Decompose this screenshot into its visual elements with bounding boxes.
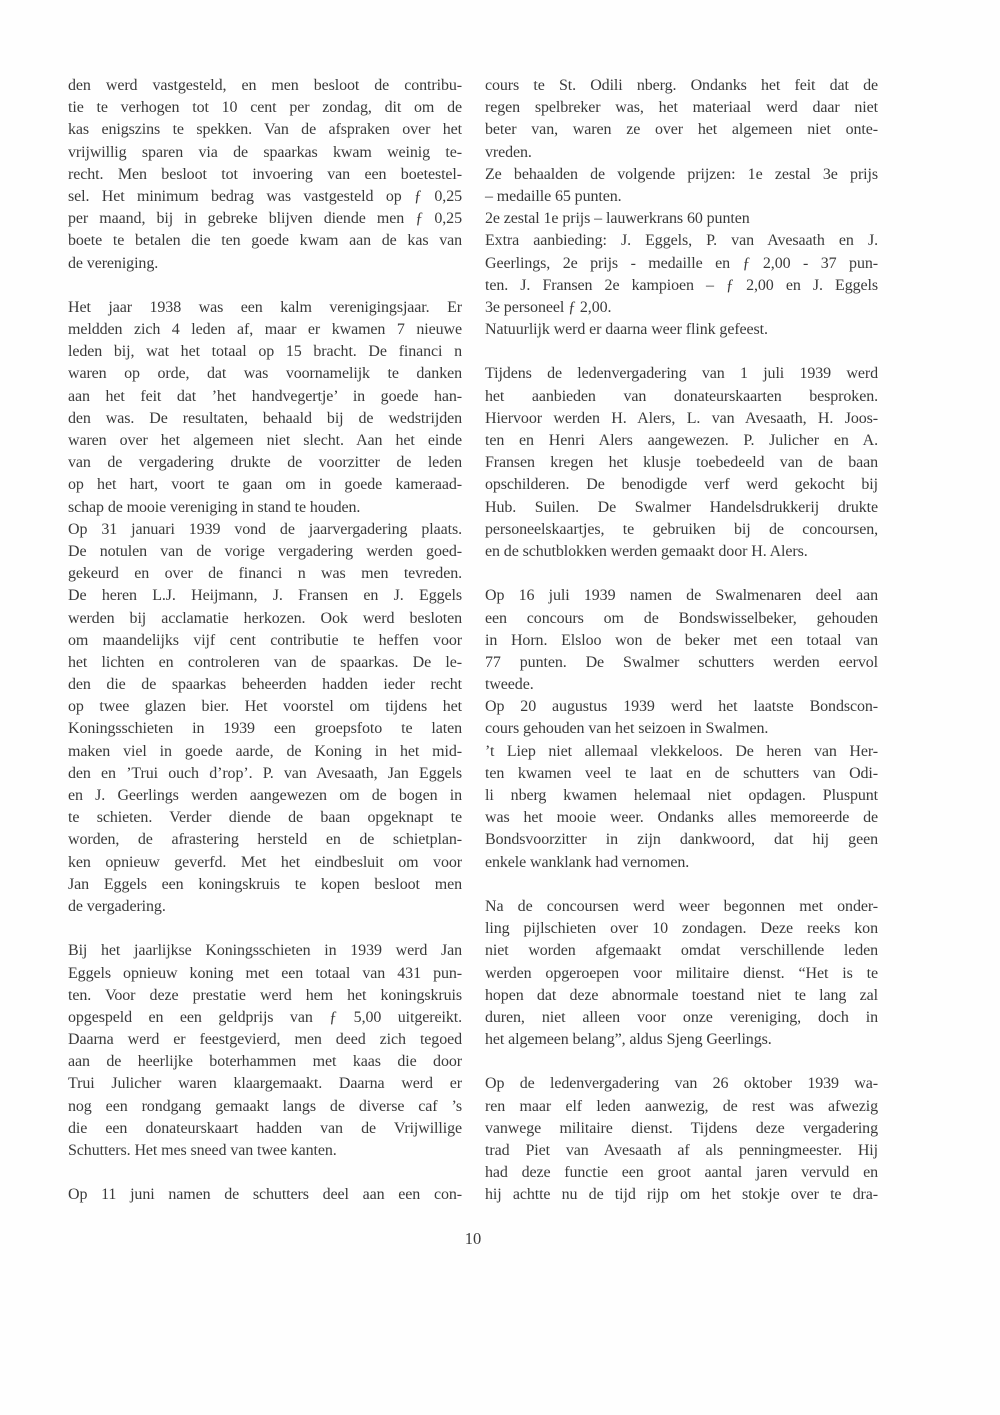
paragraph — [68, 519, 462, 918]
text-line: vreden. — [485, 143, 532, 161]
text-line: recht. Men besloot tot invoering van een boetestel- — [68, 165, 462, 183]
text-line: 3e personeel ƒ 2,00. — [485, 298, 612, 316]
text-line: beter van, waren ze over het algemeen niet onte- — [485, 121, 878, 139]
text-line: regen spelbreker was, het materiaal werd daar niet — [485, 99, 878, 117]
paragraph-gap — [68, 918, 462, 940]
text-line: personeelskaartjes, te gebruiken bij de concoursen, — [485, 520, 878, 538]
text-line: kas enigszins te spekken. Van de afspraken over het — [68, 121, 462, 139]
text-line: had deze functie een groot aantal jaren vervuld en — [485, 1164, 878, 1182]
text-line: worden, de afrastering hersteld en de schietplan- — [68, 831, 462, 849]
text-line: ken opnieuw geverfd. Met het eindbesluit om voor — [68, 853, 462, 871]
text-line: vrijwillig sparen via de spaarkas kwam weinig te- — [68, 143, 462, 161]
text-line: Geerlings, 2e prijs - medaille en ƒ 2,00 - 37 pun- — [485, 254, 878, 272]
text-line: aan het feit dat ’het handvegertje’ in goede han- — [68, 387, 462, 405]
text-line: den werd vastgesteld, en men besloot de contribu- — [68, 77, 462, 94]
paragraph — [485, 164, 878, 208]
text-line: op twee glazen bier. Het voorstel om tijdens het — [68, 698, 462, 716]
text-line: den was. De resultaten, behaald bij de wedstrijden — [68, 409, 462, 427]
text-line: Fransen kregen het klusje toebedeeld van de baan — [485, 454, 878, 472]
text-line: vanwege militaire dienst. Tijdens deze vergadering — [485, 1119, 878, 1137]
text-line: duren, niet alleen voor onze vereniging, doch in — [485, 1008, 878, 1026]
paragraph — [68, 75, 462, 275]
paragraph — [485, 319, 878, 341]
text-line: hij achtte nu de tijd rijp om het stokje over te dra- — [485, 1186, 878, 1204]
paragraph — [485, 585, 878, 696]
text-line: ren maar elf leden aanwezig, de rest was afwezig — [485, 1097, 878, 1115]
right-column — [485, 75, 878, 1207]
left-column — [68, 75, 462, 1207]
paragraph-gap — [485, 874, 878, 896]
text-line: cours te St. Odili nberg. Ondanks het feit dat de — [485, 77, 878, 94]
text-line: Hiervoor werden H. Alers, L. van Avesaath, H. Joos- — [485, 409, 878, 427]
text-line: Eggels opnieuw koning met een totaal van 431 pun- — [68, 964, 462, 982]
text-line: 2e zestal 1e prijs – lauwerkrans 60 punten — [485, 210, 750, 228]
text-line: en J. Geerlings werden aangewezen om de bogen in — [68, 787, 462, 804]
text-line: het aanbieden van donateurskaarten besproken. — [485, 387, 878, 405]
text-line: enkele wanklank had vernomen. — [485, 853, 690, 871]
text-line: waren over het algemeen niet slecht. Aan het einde — [68, 432, 462, 449]
text-line: Op 31 januari 1939 vond de jaarvergadering plaats. — [68, 520, 462, 538]
text-line: het algemeen belang”, aldus Sjeng Geerlings. — [485, 1031, 772, 1049]
text-line: Op 11 juni namen de schutters deel aan een con- — [68, 1186, 462, 1204]
text-line: Op 16 juli 1939 namen de Swalmenaren deel aan — [485, 587, 878, 605]
text-line: cours gehouden van het seizoen in Swalmen. — [485, 720, 769, 738]
text-line: werden bij acclamatie herkozen. Ook werd besloten — [68, 609, 462, 627]
text-line: de vereniging. — [68, 254, 159, 272]
text-line: Bondsvoorzitter in zijn dankwoord, dat hij geen — [485, 831, 878, 849]
paragraph-gap — [485, 1051, 878, 1073]
text-line: opgespeld en een geldprijs van ƒ 5,00 uitgereikt. — [68, 1008, 462, 1026]
text-line: Hub. Suilen. De Swalmer Handelsdrukkerij drukte — [485, 498, 878, 516]
paragraph-gap — [68, 275, 462, 297]
text-line: Op 20 augustus 1939 werd het laatste Bondscon- — [485, 698, 878, 716]
text-line: ten. J. Fransen 2e kampioen – ƒ 2,00 en J. Eggels — [485, 276, 878, 294]
text-line: een concours om de Bondswisselbeker, gehouden — [485, 609, 878, 627]
paragraph — [68, 1184, 462, 1206]
text-line: boete te betalen die ten goede kwam aan de kas van — [68, 232, 462, 250]
paragraph — [485, 696, 878, 740]
text-line: niet worden afgemaakt omdat verschillende leden — [485, 942, 878, 960]
text-line: schap de mooie vereniging in stand te houden. — [68, 498, 361, 516]
text-line: nog een rondgang gemaakt langs de diverse caf ’s — [68, 1097, 462, 1115]
paragraph — [485, 1073, 878, 1206]
text-line: om maandelijks vijf cent contributie te heffen voor — [68, 631, 462, 649]
text-line: Extra aanbieding: J. Eggels, P. van Avesaath en J. — [485, 232, 878, 250]
text-line: ten en Henri Alers aangewezen. P. Julicher en A. — [485, 432, 878, 449]
text-line: li nberg kwamen helemaal niet opdagen. Pluspunt — [485, 787, 878, 804]
paragraph-gap — [485, 341, 878, 363]
text-line: leden bij, wat het totaal op 15 bracht. De financi n — [68, 343, 462, 361]
text-line: op het hart, voort te gaan om in goede kameraad- — [68, 476, 462, 494]
text-line: 77 punten. De Swalmer schutters werden eervol — [485, 653, 878, 671]
paragraph-gap — [485, 563, 878, 585]
text-line: ling pijlschieten over 10 zondagen. Deze reeks kon — [485, 920, 878, 938]
text-line: trad Piet van Avesaath af als penningmeester. Hij — [485, 1142, 878, 1159]
paragraph-gap — [68, 1162, 462, 1184]
text-line: sel. Het minimum bedrag was vastgesteld op ƒ 0,25 — [68, 187, 462, 205]
text-line: Koningsschieten in 1939 een groepsfoto te laten — [68, 720, 462, 738]
text-line: den die de spaarkas beheerden hadden ieder recht — [68, 676, 462, 694]
text-line: de vergadering. — [68, 897, 166, 915]
text-line: in Horn. Elsloo won de beker met een totaal van — [485, 631, 878, 649]
text-line: ’t Liep niet allemaal vlekkeloos. De heren van Her- — [485, 742, 878, 760]
text-line: het lichten en controleren van de spaarkas. De le- — [68, 653, 462, 671]
text-line: Trui Julicher waren klaargemaakt. Daarna werd er — [68, 1075, 462, 1093]
text-line: Schutters. Het mes sneed van twee kanten. — [68, 1142, 337, 1159]
text-line: Natuurlijk werd er daarna weer flink gefeest. — [485, 321, 768, 339]
paragraph — [485, 208, 878, 230]
text-line: De heren L.J. Heijmann, J. Fransen en J. Eggels — [68, 587, 462, 605]
text-line: den en ’Trui ouch d’rop’. P. van Avesaath, Jan Eggels — [68, 764, 462, 782]
text-line: opschilderen. De benodigde verf werd gekocht bij — [485, 476, 878, 494]
text-line: Na de concoursen werd weer begonnen met onder- — [485, 897, 878, 915]
text-line: De notulen van de vorige vergadering werden goed- — [68, 542, 462, 560]
text-line: gekeurd en over de financi n was men tevreden. — [68, 565, 462, 583]
text-line: per maand, bij in gebreke blijven diende men ƒ 0,25 — [68, 210, 462, 228]
paragraph — [68, 297, 462, 519]
paragraph — [485, 230, 878, 319]
text-line: meldden zich 4 leden af, maar er kwamen 7 nieuwe — [68, 321, 462, 339]
text-line: waren op orde, dat was voornamelijk te danken — [68, 365, 462, 383]
text-line: Jan Eggels een koningskruis te kopen besloot men — [68, 875, 462, 893]
text-line: Het jaar 1938 was een kalm verenigingsjaar. Er — [68, 298, 462, 316]
text-line: ten. Voor deze prestatie werd hem het koningskruis — [68, 986, 462, 1004]
text-line: tweede. — [485, 676, 534, 694]
text-line: en de schutblokken werden gemaakt door H. Alers. — [485, 542, 808, 560]
text-line: Op de ledenvergadering van 26 oktober 1939 wa- — [485, 1075, 878, 1093]
text-line: was het mooie weer. Ondanks alles memoreerde de — [485, 809, 878, 827]
paragraph — [485, 896, 878, 1051]
text-line: aan de heerlijke boterhammen met kaas die door — [68, 1053, 462, 1071]
text-line: hopen dat deze abnormale toestand niet te lang zal — [485, 986, 878, 1004]
paragraph — [485, 741, 878, 874]
text-line: van de vergadering drukte de voorzitter de leden — [68, 454, 462, 472]
text-line: werden opgeroepen voor militaire dienst. “Het is te — [485, 964, 878, 982]
text-line: Ze behaalden de volgende prijzen: 1e zestal 3e prijs — [485, 165, 878, 183]
text-line: maken viel in goede aarde, de Koning in het mid- — [68, 742, 462, 760]
paragraph — [68, 940, 462, 1162]
text-line: Bij het jaarlijkse Koningsschieten in 1939 werd Jan — [68, 942, 462, 960]
text-line: Tijdens de ledenvergadering van 1 juli 1939 werd — [485, 365, 878, 383]
text-line: Daarna werd er feestgevierd, men deed zich tegoed — [68, 1031, 462, 1049]
text-line: ten kwamen veel te laat en de schutters van Odi- — [485, 764, 878, 782]
paragraph — [485, 363, 878, 563]
page-number: 10 — [464, 1229, 482, 1248]
text-line: te schieten. Verder diende de baan opgeknapt te — [68, 809, 462, 827]
text-line: tie te verhogen tot 10 cent per zondag, dit om de — [68, 99, 462, 117]
text-line: die een donateurskaart hadden van de Vrijwillige — [68, 1119, 462, 1137]
text-line: – medaille 65 punten. — [485, 187, 622, 205]
paragraph — [485, 75, 878, 164]
